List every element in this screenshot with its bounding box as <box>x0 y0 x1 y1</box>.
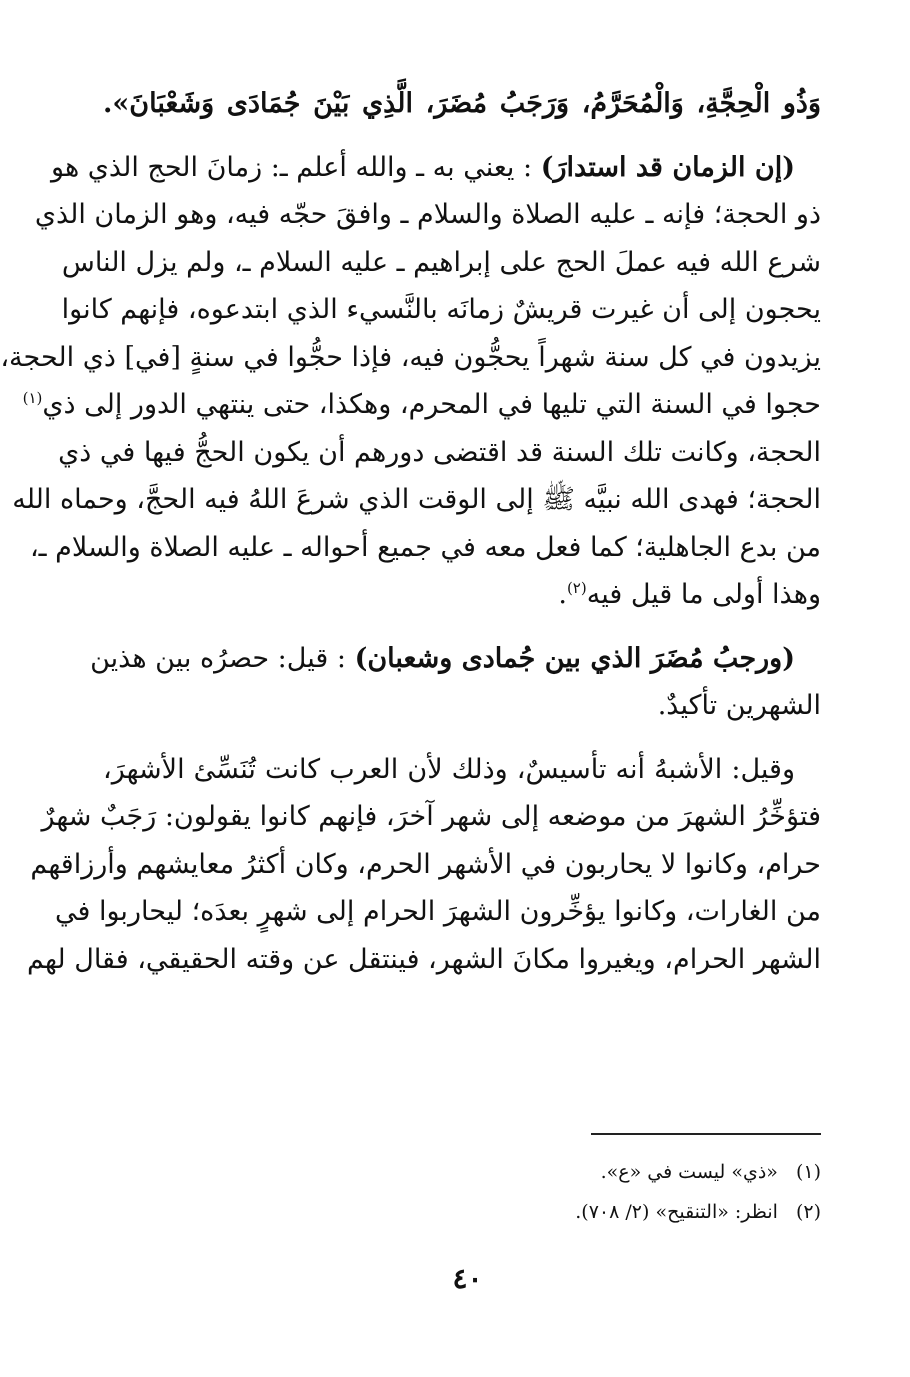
footnote-item <box>221 1192 821 1232</box>
text-line: وهذا أولى ما قيل فيه$^{(٢)}$. <box>558 579 821 610</box>
text-line: (إن الزمان قد استدارَ) : يعني به ـ والله أعلم ـ: زمانَ الحج الذي هو <box>51 151 795 183</box>
paragraph-1 <box>0 144 821 619</box>
paragraph-2 <box>90 635 821 730</box>
text-line: (ورجبُ مُضَرَ الذي بين جُمادى وشعبان) : قيل: حصرُه بين هذين <box>90 642 795 674</box>
footnote-item <box>221 1152 821 1192</box>
text-line: من الغارات، وكانوا يؤخِّرون الشهرَ الحرام إلى شهرٍ بعدَه؛ ليحاربوا في <box>54 896 821 927</box>
footnote-ref: (٢) <box>566 579 587 597</box>
footnote-ref: (١) <box>22 389 43 407</box>
text-line: حرام، وكانوا لا يحاربون في الأشهر الحرم، وكان أكثرُ معايشهم وأرزاقهم <box>30 848 821 880</box>
quoted-phrase: (ورجبُ مُضَرَ الذي بين جُمادى وشعبان) <box>354 642 795 674</box>
footnote-text: «ذي» ليست في «ع». <box>600 1161 778 1183</box>
text-line: الشهرين تأكيدٌ. <box>657 690 821 721</box>
page-number: ٤٠ <box>452 1262 483 1295</box>
footnote-text: انظر: «التنقيح» (٢/ ٧٠٨). <box>575 1201 778 1223</box>
footnote-number: (١) <box>795 1161 821 1183</box>
text-line: من بدع الجاهلية؛ كما فعل معه في جميع أحواله ـ عليه الصلاة والسلام ـ، <box>29 531 821 563</box>
footnote-divider <box>591 1133 821 1135</box>
text-line: شرع الله فيه عملَ الحج على إبراهيم ـ عليه السلام ـ، ولم يزل الناس <box>61 246 821 278</box>
footnote-number: (٢) <box>795 1201 821 1223</box>
text-line: يزيدون في كل سنة شهراً يحجُّون فيه، فإذا حجُّوا في سنةٍ [في] ذي الحجة، <box>0 341 821 373</box>
text-line: الحجة، وكانت تلك السنة قد اقتضى دورهم أن يكون الحجُّ فيها في ذي <box>58 436 821 468</box>
text-line: يحجون إلى أن غيرت قريشٌ زمانَه بالنَّسيء الذي ابتدعوه، فإنهم كانوا <box>61 294 821 325</box>
text-line: فتؤخِّرُ الشهرَ من موضعه إلى شهر آخرَ، فإنهم كانوا يقولون: رَجَبٌ شهرٌ <box>41 801 821 832</box>
text-line: الحجة؛ فهدى الله نبيَّه ﷺ إلى الوقت الذي شرعَ اللهُ فيه الحجَّ، وحماه الله <box>12 484 821 515</box>
main-text <box>0 80 821 983</box>
text-line: ذو الحجة؛ فإنه ـ عليه الصلاة والسلام ـ وافقَ حجّه فيه، وهو الزمان الذي <box>34 199 821 230</box>
verse-line: وَذُو الْحِجَّةِ، وَالْمُحَرَّمُ، وَرَجَبُ مُضَرَ، الَّذِي بَيْنَ جُمَادَى وَشَعْبَانَ». <box>103 88 821 119</box>
footnotes <box>221 1152 821 1232</box>
text-line: الشهر الحرام، ويغيروا مكانَ الشهر، فينتقل عن وقته الحقيقي، فقال لهم <box>26 943 821 975</box>
text-line: حجوا في السنة التي تليها في المحرم، وهكذا، حتى ينتهي الدور إلى ذي$^{(١)}$ <box>22 389 821 420</box>
quoted-phrase: (إن الزمان قد استدارَ) <box>540 151 795 183</box>
text-line: وقيل: الأشبهُ أنه تأسيسٌ، وذلك لأن العرب كانت تُنَسِّئ الأشهرَ، <box>103 753 795 785</box>
paragraph-3 <box>26 746 821 984</box>
